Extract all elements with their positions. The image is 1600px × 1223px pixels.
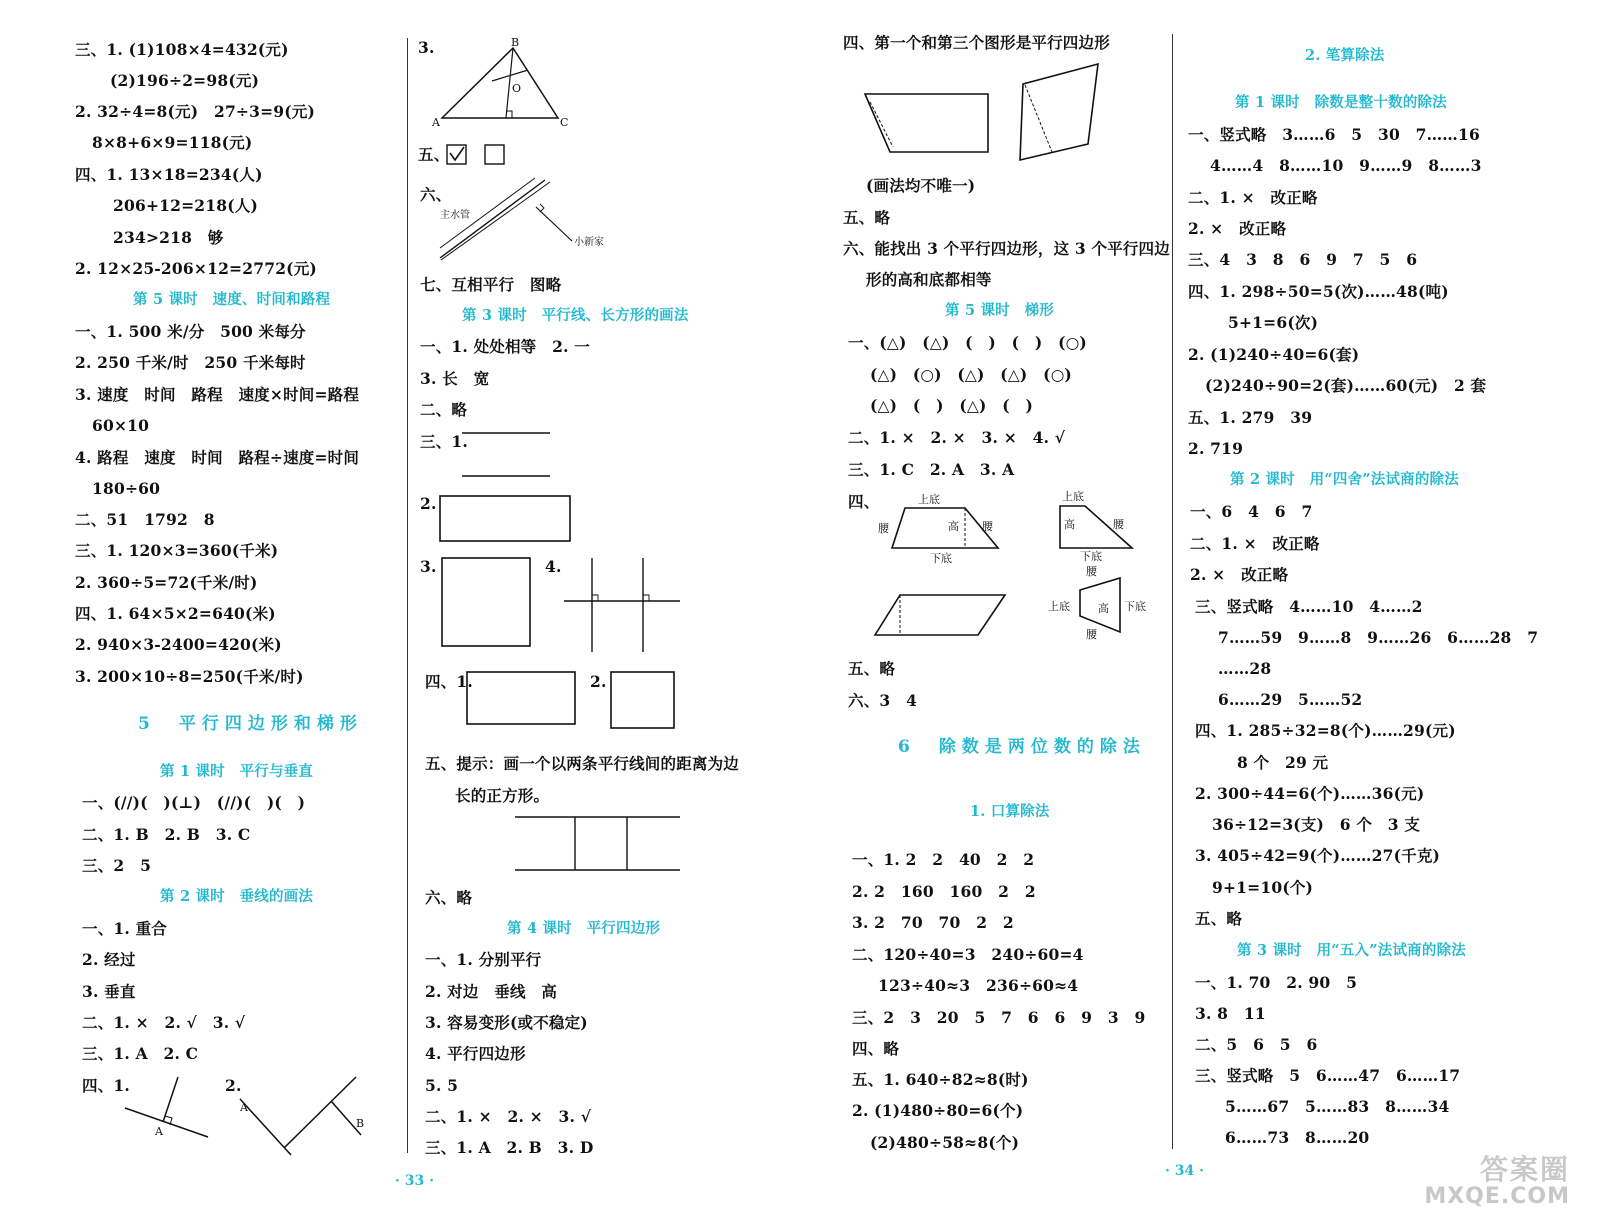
answer-line: ……28 [1218, 659, 1272, 678]
answer-line: 三、4 3 8 6 9 7 5 6 [1188, 250, 1418, 269]
answer-line: 形的高和底都相等 [866, 270, 992, 289]
answer-line: 206+12=218(人) [113, 196, 259, 215]
lesson-heading: 第 1 课时 除数是整十数的除法 [1235, 94, 1447, 111]
answer-line: 36÷12=3(支) 6 个 3 支 [1212, 815, 1421, 834]
answer-line: 三、1. C 2. A 3. A [848, 460, 1015, 479]
answer-line: 2. (1)480÷80=6(个) [852, 1101, 1024, 1120]
chapter-heading: 6 除数是两位数的除法 [898, 737, 1146, 757]
answer-line: 123÷40≈3 236÷60≈4 [878, 976, 1079, 995]
answer-rectangles [465, 670, 685, 730]
answer-line: 三、1. 120×3=360(千米) [75, 541, 279, 560]
answer-line: 一、1. 分别平行 [425, 950, 542, 969]
checkbox-answer [446, 143, 516, 167]
answer-line: 二、51 1792 8 [75, 510, 215, 529]
answer-line: 4. [545, 557, 562, 576]
lesson-heading: 第 5 课时 梯形 [945, 302, 1054, 319]
answer-line: 六、能找出 3 个平行四边形，这 3 个平行四边 [843, 239, 1170, 258]
answer-line: 4. 路程 速度 时间 路程÷速度=时间 [75, 448, 360, 467]
answer-line: 2. [420, 494, 437, 513]
fig-label: 下底 [1124, 600, 1146, 613]
fig-label: B [511, 36, 520, 49]
fig-label: 高 [1098, 602, 1109, 615]
answer-line: 三、1. A 2. B 3. D [425, 1138, 594, 1157]
answer-line: (△) ( ) (△) ( ) [870, 396, 1034, 415]
answer-line: 一、竖式略 3……6 5 30 7……16 [1188, 125, 1480, 144]
answer-line: 三、2 3 20 5 7 6 6 9 3 9 [852, 1008, 1146, 1027]
section-heading: 1. 口算除法 [970, 803, 1050, 820]
answer-line: 五、略 [1195, 909, 1243, 928]
answer-line: 二、1. × 2. √ 3. √ [82, 1013, 246, 1032]
square-between-parallels [515, 813, 685, 875]
fig-label: O [512, 82, 522, 95]
answer-line: 五、提示：画一个以两条平行线间的距离为边 [425, 754, 740, 773]
answer-line: 六、略 [425, 888, 473, 907]
answer-line: 四、1. 13×18=234(人) [75, 165, 263, 184]
fig-label: 下底 [930, 552, 952, 565]
answer-line: (画法均不唯一) [866, 176, 976, 195]
answer-line: 五、1. 279 39 [1188, 408, 1313, 427]
answer-line: 长的正方形。 [455, 786, 550, 805]
lesson-heading: 第 3 课时 平行线、长方形的画法 [462, 307, 689, 324]
answer-line: 二、1. × 改正略 [1190, 534, 1320, 553]
answer-line: 2. × 改正略 [1188, 219, 1287, 238]
lesson-heading: 第 2 课时 用“四舍”法试商的除法 [1230, 471, 1459, 488]
answer-line: 2. 经过 [82, 950, 136, 969]
fig-label: 小新家 [574, 237, 604, 248]
answer-line: 2. (1)240÷40=6(套) [1188, 345, 1360, 364]
answer-line: 四、1. [425, 672, 473, 691]
fig-label: 腰 [1086, 628, 1097, 641]
answer-line: 一、(//)( )(⊥) (//)( )( ) [82, 793, 306, 812]
answer-line: 2. 12×25-206×12=2772(元) [75, 259, 317, 278]
watermark-url: MXQE.COM [1424, 1184, 1570, 1209]
fig-label: 上底 [918, 493, 940, 506]
fig-label: 主水管 [440, 210, 470, 221]
fig-label: 高 [1064, 518, 1075, 531]
answer-line: 2. 360÷5=72(千米/时) [75, 573, 258, 592]
answer-line: 二、略 [420, 400, 468, 419]
answer-line: 5……67 5……83 8……34 [1225, 1097, 1450, 1116]
fig-label: 腰 [1113, 518, 1124, 531]
answer-line: 三、1. [420, 432, 468, 451]
answer-line: 二、1. × 改正略 [1188, 188, 1318, 207]
answer-line: 四、1. 285÷32=8(个)……29(元) [1195, 721, 1456, 740]
answer-line: 三、1. A 2. C [82, 1044, 199, 1063]
answer-line: 二、5 6 5 6 [1195, 1035, 1318, 1054]
answer-line: 四、略 [852, 1039, 900, 1058]
watermark [1424, 1155, 1570, 1209]
answer-line: 3. 200×10÷8=250(千米/时) [75, 667, 304, 686]
answer-line: 一、(△) (△) ( ) ( ) (○) [848, 333, 1087, 352]
answer-line: (△) (○) (△) (△) (○) [870, 365, 1072, 384]
answer-line: 3. 405÷42=9(个)……27(千克) [1195, 846, 1441, 865]
answer-line: 3. 长 宽 [420, 369, 490, 388]
fig-label: 上底 [1062, 490, 1084, 503]
answer-line: 四、1. 298÷50=5(次)……48(吨) [1188, 282, 1449, 301]
answer-line: 2. 940×3-2400=420(米) [75, 635, 282, 654]
answer-line: (2)480÷58≈8(个) [870, 1133, 1020, 1152]
lesson-heading: 第 2 课时 垂线的画法 [160, 888, 314, 905]
answer-line: 4. 平行四边形 [425, 1044, 526, 1063]
answer-line: 二、1. × 2. × 3. × 4. √ [848, 428, 1066, 447]
answer-line: 六、3 4 [848, 691, 918, 710]
answer-line: 2. 对边 垂线 高 [425, 982, 558, 1001]
answer-line: 五、略 [848, 659, 896, 678]
answer-line: 四、1. 64×5×2=640(米) [75, 604, 276, 623]
answer-line: 2. 2 160 160 2 2 [852, 882, 1036, 901]
fig-label: 腰 [1086, 565, 1097, 578]
page-number-right: · 34 · [1165, 1163, 1204, 1179]
answer-line: 四、 [848, 492, 880, 511]
answer-line: 三、2 5 [82, 856, 152, 875]
answer-line: 一、6 4 6 7 [1190, 502, 1313, 521]
answer-line: 3. 8 11 [1195, 1004, 1266, 1023]
perpendicular-figure-1 [125, 1075, 225, 1145]
answer-line: 四、1. [82, 1076, 130, 1095]
lesson-heading: 第 1 课时 平行与垂直 [160, 763, 314, 780]
answer-line: 一、1. 重合 [82, 919, 167, 938]
answer-line: 2. [590, 672, 607, 691]
trapezoid-figures [870, 490, 1170, 650]
answer-line: 一、1. 500 米/分 500 米每分 [75, 322, 306, 341]
answer-line: 6……73 8……20 [1225, 1128, 1370, 1147]
answer-line: 六、 [420, 185, 452, 204]
fig-label: A [432, 116, 440, 129]
fig-label: C [560, 116, 569, 129]
answer-line: 234>218 够 [113, 228, 224, 247]
column-divider [407, 38, 408, 1153]
answer-line: 3. [420, 557, 437, 576]
answer-line: 5+1=6(次) [1228, 313, 1319, 332]
chapter-heading: 5 平行四边形和梯形 [138, 714, 363, 734]
page-number-left: · 33 · [395, 1173, 434, 1189]
answer-line: 3. [418, 38, 435, 57]
answer-line: 五、略 [843, 208, 891, 227]
answer-line: 2. [225, 1076, 242, 1095]
answer-line: 五、 [418, 145, 450, 164]
answer-line: 180÷60 [92, 479, 161, 498]
answer-line: 4……4 8……10 9……9 8……3 [1210, 156, 1482, 175]
lesson-heading: 第 3 课时 用“五入”法试商的除法 [1237, 942, 1466, 959]
section-heading: 2. 笔算除法 [1305, 47, 1385, 64]
answer-line: 9+1=10(个) [1212, 878, 1314, 897]
watermark-logo: 答案圈 [1479, 1153, 1570, 1186]
answer-line: 2. 719 [1188, 439, 1244, 458]
answer-line: 2. 32÷4=8(元) 27÷3=9(元) [75, 102, 316, 121]
answer-line: 一、1. 处处相等 2. 一 [420, 337, 590, 356]
answer-line: 3. 垂直 [82, 982, 136, 1001]
column-divider [1172, 34, 1173, 1149]
answer-line: 二、120÷40=3 240÷60=4 [852, 945, 1084, 964]
fig-label: A [240, 1101, 248, 1114]
answer-line: 8 个 29 元 [1237, 753, 1329, 772]
answer-line: 3. 2 70 70 2 2 [852, 913, 1014, 932]
answer-line: 6……29 5……52 [1218, 690, 1363, 709]
fig-label: A [155, 1125, 163, 1138]
answer-line: (2)240÷90=2(套)……60(元) 2 套 [1205, 376, 1487, 395]
fig-label: 腰 [878, 522, 889, 535]
answer-line: 60×10 [92, 416, 150, 435]
perpendicular-figure-2 [236, 1075, 376, 1160]
answer-line: 7……59 9……8 9……26 6……28 7 [1218, 628, 1539, 647]
answer-line: 三、竖式略 4……10 4……2 [1195, 597, 1423, 616]
answer-line: 二、1. B 2. B 3. C [82, 825, 251, 844]
water-pipe-figure [440, 178, 620, 268]
answer-line: 一、1. 70 2. 90 5 [1195, 973, 1358, 992]
answer-line: 2. 300÷44=6(个)……36(元) [1195, 784, 1425, 803]
answer-line: 3. 速度 时间 路程 速度×时间=路程 [75, 385, 360, 404]
fig-label: 高 [948, 520, 959, 533]
fig-label: 下底 [1080, 550, 1102, 563]
answer-line: 三、1. (1)108×4=432(元) [75, 40, 289, 59]
answer-line: 七、互相平行 图略 [420, 275, 562, 294]
fig-label: 腰 [982, 520, 993, 533]
answer-line: 5. 5 [425, 1076, 459, 1095]
fig-label: 上底 [1048, 600, 1070, 613]
answer-line: (2)196÷2=98(元) [110, 71, 260, 90]
answer-line: 三、竖式略 5 6……47 6……17 [1195, 1066, 1461, 1085]
answer-line: 四、第一个和第三个图形是平行四边形 [843, 33, 1110, 52]
fig-label: B [356, 1117, 365, 1130]
triangle-figure [430, 38, 580, 133]
answer-line: 五、1. 640÷82≈8(时) [852, 1070, 1029, 1089]
answer-line: 3. 容易变形(或不稳定) [425, 1013, 588, 1032]
answer-line: 一、1. 2 2 40 2 2 [852, 850, 1035, 869]
lesson-heading: 第 4 课时 平行四边形 [507, 920, 661, 937]
answer-line: 8×8+6×9=118(元) [92, 133, 253, 152]
answer-line: 2. × 改正略 [1190, 565, 1289, 584]
parallelogram-figures [860, 62, 1110, 167]
answer-line: 2. 250 千米/时 250 千米每时 [75, 353, 306, 372]
answer-line: 二、1. × 2. × 3. √ [425, 1107, 592, 1126]
lesson-heading: 第 5 课时 速度、时间和路程 [133, 291, 331, 308]
